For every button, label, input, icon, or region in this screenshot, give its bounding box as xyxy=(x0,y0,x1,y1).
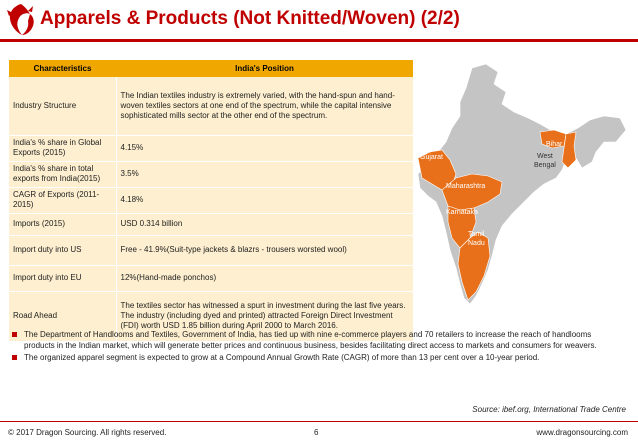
label-tamil-nadu-1: Tamil xyxy=(468,231,485,238)
bullet-list xyxy=(12,330,624,366)
footer-copyright: © 2017 Dragon Sourcing. All rights reserved. xyxy=(8,428,167,437)
cell-position: The textiles sector has witnessed a spurt in investment during the last five years. The industry (including dyed and printed) attracted Foreign Direct Investment (FDI) worth USD 1.85 billion during April 2000 to March 2016. xyxy=(116,291,413,341)
characteristics-table xyxy=(9,60,413,342)
cell-characteristic: CAGR of Exports (2011-2015) xyxy=(9,187,116,213)
table-row xyxy=(9,135,413,161)
cell-characteristic: Imports (2015) xyxy=(9,213,116,235)
india-map xyxy=(416,62,630,314)
label-west-bengal-2: Bengal xyxy=(534,162,556,169)
table-row xyxy=(9,265,413,291)
cell-characteristic: India's % share in Global Exports (2015) xyxy=(9,135,116,161)
label-karnataka: Karnataka xyxy=(446,209,478,216)
cell-position: 12%(Hand-made ponchos) xyxy=(116,265,413,291)
header-indias-position: India's Position xyxy=(116,60,413,77)
table-row xyxy=(9,77,413,135)
cell-characteristic: Road Ahead xyxy=(9,291,116,341)
cell-position: The Indian textiles industry is extremely varied, with the hand-spun and hand-woven textiles sectors at one end of the spectrum, while the capital intensive sophisticated mills sector at the other end of the spectrum. xyxy=(116,77,413,135)
cell-position: 3.5% xyxy=(116,161,413,187)
bullet-square-icon xyxy=(12,332,17,337)
label-west-bengal-1: West xyxy=(537,153,553,160)
footer-website-link[interactable]: www.dragonsourcing.com xyxy=(536,428,628,437)
table-row xyxy=(9,161,413,187)
label-tamil-nadu-2: Nadu xyxy=(468,240,485,247)
bullet-item xyxy=(12,353,624,364)
cell-position: Free - 41.9%(Suit-type jackets & blazrs - trousers worsted wool) xyxy=(116,235,413,265)
bullet-text: The organized apparel segment is expected to grow at a Compound Annual Growth Rate (CAGR) of more than 13 per cent over a 10-year period. xyxy=(24,353,540,362)
label-maharashtra: Maharashtra xyxy=(446,183,486,190)
bullet-square-icon xyxy=(12,355,17,360)
header-characteristics: Characteristics xyxy=(9,60,116,77)
page-number: 6 xyxy=(314,428,319,437)
label-gujarat: Gujarat xyxy=(420,154,443,161)
bullet-text: The Department of Handlooms and Textiles, Government of India, has tied up with nine e-commerce players and 70 retailers to increase the reach of handlooms products in the Indian market, which will generate better prices and continuous business, besides facilitating direct access to markets and consumers for weavers. xyxy=(24,330,597,350)
cell-characteristic: Import duty into EU xyxy=(9,265,116,291)
cell-characteristic: Industry Structure xyxy=(9,77,116,135)
table-row xyxy=(9,213,413,235)
source-note: Source: ibef.org, International Trade Centre xyxy=(472,405,626,414)
table-row xyxy=(9,235,413,265)
cell-position: USD 0.314 billion xyxy=(116,213,413,235)
cell-position: 4.18% xyxy=(116,187,413,213)
title-divider xyxy=(0,39,638,42)
footer-divider xyxy=(0,421,638,422)
table-row xyxy=(9,187,413,213)
cell-position: 4.15% xyxy=(116,135,413,161)
page-title: Apparels & Products (Not Knitted/Woven) (2/2) xyxy=(40,8,460,29)
cell-characteristic: India's % share in total exports from India(2015) xyxy=(9,161,116,187)
cell-characteristic: Import duty into US xyxy=(9,235,116,265)
label-bihar: Bihar xyxy=(546,141,563,148)
dragon-logo-icon xyxy=(4,2,38,38)
bullet-item xyxy=(12,330,624,351)
table-header-row xyxy=(9,60,413,77)
